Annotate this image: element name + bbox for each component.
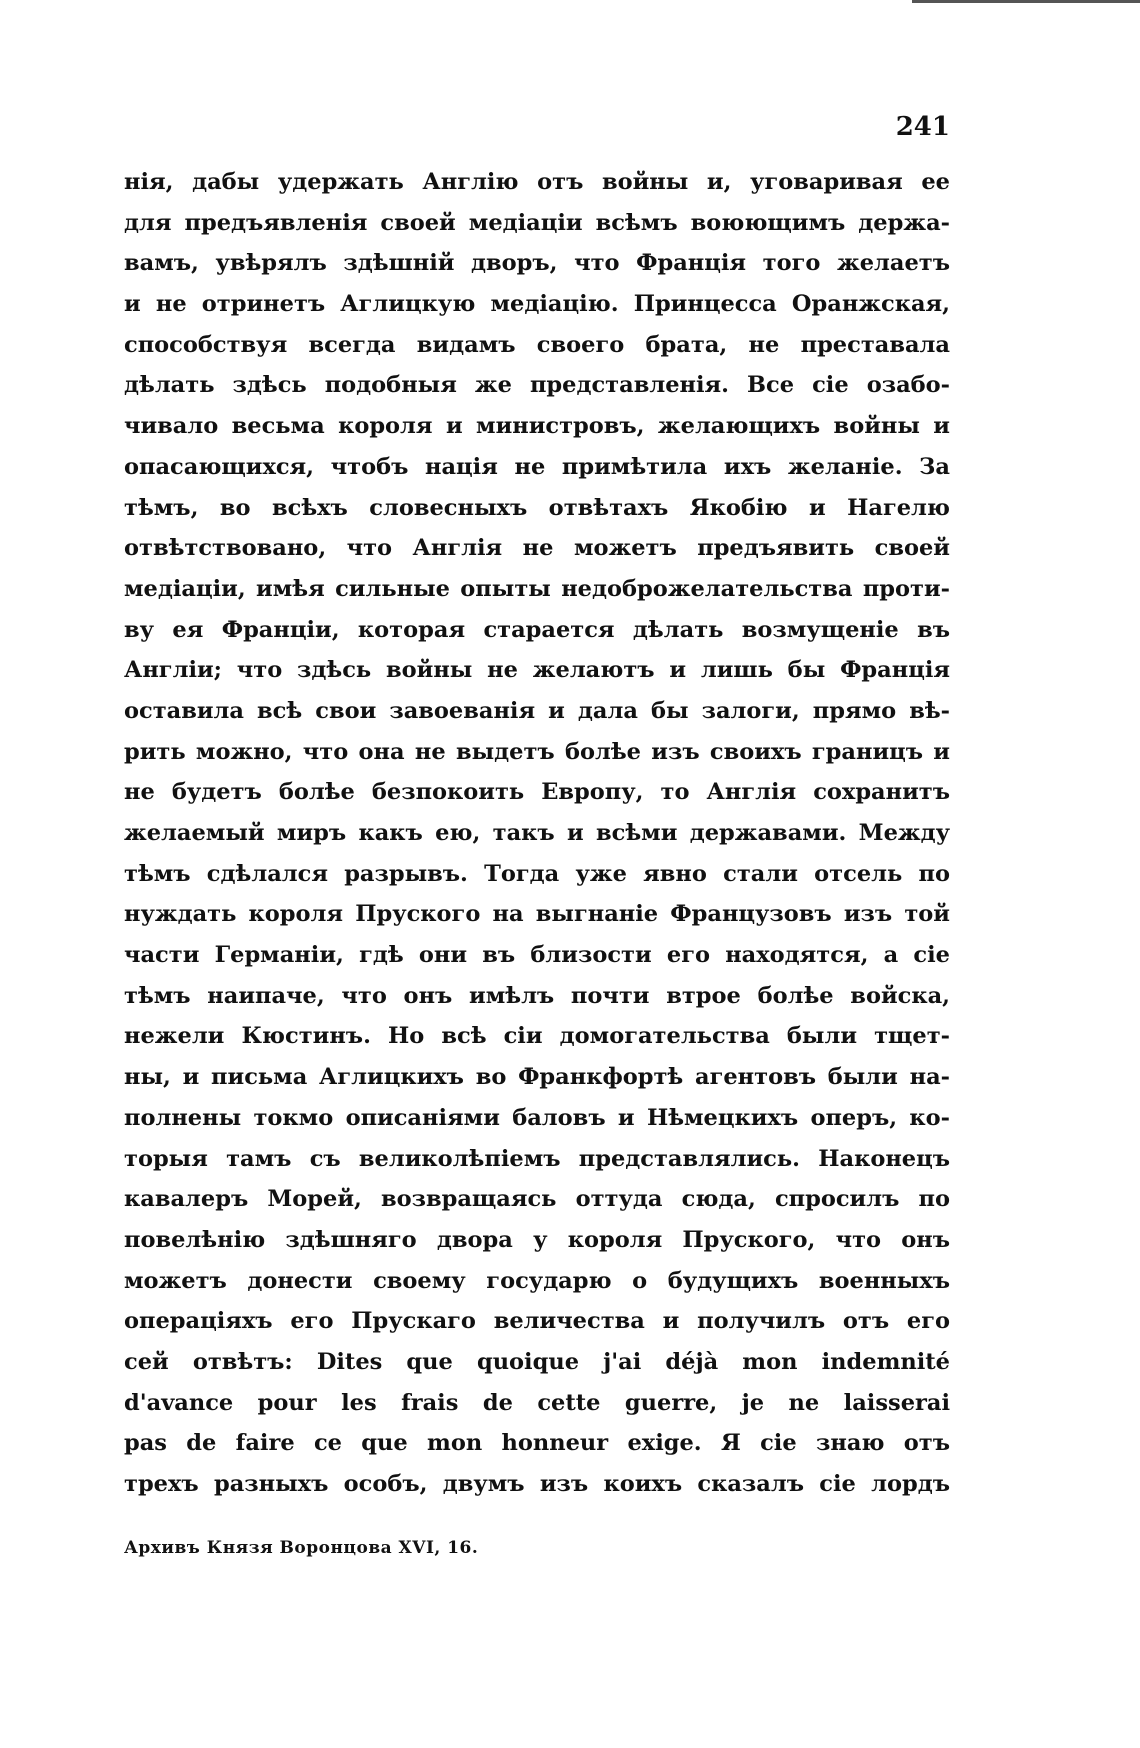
text-line: можетъ донести своему государю о будущихъ военныхъ — [124, 1267, 950, 1294]
text-line: ву ея Франціи, которая старается дѣлать возмущеніе въ — [124, 616, 950, 643]
text-line: операціяхъ его Прускаго величества и получилъ отъ его — [124, 1308, 950, 1335]
text-line: дѣлать здѣсь подобныя же представленія. Все сіе озабо- — [124, 372, 950, 399]
text-line: не будетъ болѣе безпокоить Европу, то Англія сохранитъ — [124, 779, 950, 806]
text-line: ны, и письма Аглицкихъ во Франкфортѣ агентовъ были на- — [124, 1064, 950, 1091]
text-line: части Германіи, гдѣ они въ близости его находятся, а сіе — [124, 942, 950, 969]
text-line: чивало весьма короля и министровъ, желающихъ войны и — [124, 413, 950, 440]
text-line: pas de faire ce que mon honneur exige. Я сіе знаю отъ — [124, 1430, 950, 1457]
text-line: оставила всѣ свои завоеванія и дала бы залоги, прямо вѣ- — [124, 697, 950, 724]
text-line: кавалеръ Морей, возвращаясь оттуда сюда, спросилъ по — [124, 1186, 950, 1213]
text-line: нуждать короля Пруского на выгнаніе Французовъ изъ той — [124, 901, 950, 928]
text-line: и не отринетъ Аглицкую медіацію. Принцесса Оранжская, — [124, 291, 950, 318]
text-line: трехъ разныхъ особъ, двумъ изъ коихъ сказалъ сіе лордъ — [124, 1471, 950, 1497]
text-line: нія, дабы удержать Англію отъ войны и, уговаривая ее — [124, 169, 950, 195]
text-line: вамъ, увѣрялъ здѣшній дворъ, что Франція того желаетъ — [124, 250, 950, 277]
text-line: способствуя всегда видамъ своего брата, не преставала — [124, 331, 950, 358]
text-line: полнены токмо описаніями баловъ и Нѣмецкихъ оперъ, ко- — [124, 1104, 950, 1131]
text-line: тѣмъ сдѣлался разрывъ. Тогда уже явно стали отсель по — [124, 860, 950, 887]
page-number: 241 — [895, 112, 950, 142]
text-line: отвѣтствовано, что Англія не можетъ предъявить своей — [124, 535, 950, 562]
text-line: рить можно, что она не выдетъ болѣе изъ своихъ границъ и — [124, 738, 950, 765]
body-text — [124, 162, 950, 1505]
text-line: медіаціи, имѣя сильные опыты недоброжелательства проти- — [124, 575, 950, 602]
text-line: нежели Кюстинъ. Но всѣ сіи домогательства были тщет- — [124, 1023, 950, 1050]
text-line: для предъявленія своей медіаціи всѣмъ воюющимъ держа- — [124, 209, 950, 236]
text-line: тѣмъ наипаче, что онъ имѣлъ почти втрое болѣе войска, — [124, 982, 950, 1009]
top-edge-rule — [912, 0, 1140, 3]
footnote: Архивъ Князя Воронцова XVI, 16. — [124, 1538, 479, 1558]
text-line: d'avance pour les frais de cette guerre, je ne laisserai — [124, 1389, 950, 1416]
text-line: опасающихся, чтобъ нація не примѣтила ихъ желаніе. За — [124, 453, 950, 480]
text-line: желаемый миръ какъ ею, такъ и всѣми державами. Между — [124, 820, 950, 846]
text-line: тѣмъ, во всѣхъ словесныхъ отвѣтахъ Якобію и Нагелю — [124, 494, 950, 521]
text-line: Англіи; что здѣсь войны не желаютъ и лишь бы Франція — [124, 657, 950, 684]
text-line: торыя тамъ съ великолѣпіемъ представлялись. Наконецъ — [124, 1145, 950, 1172]
text-line: повелѣнію здѣшняго двора у короля Пруского, что онъ — [124, 1226, 950, 1253]
text-line: сей отвѣтъ: Dites que quoique j'ai déjà mon indemnité — [124, 1348, 950, 1375]
